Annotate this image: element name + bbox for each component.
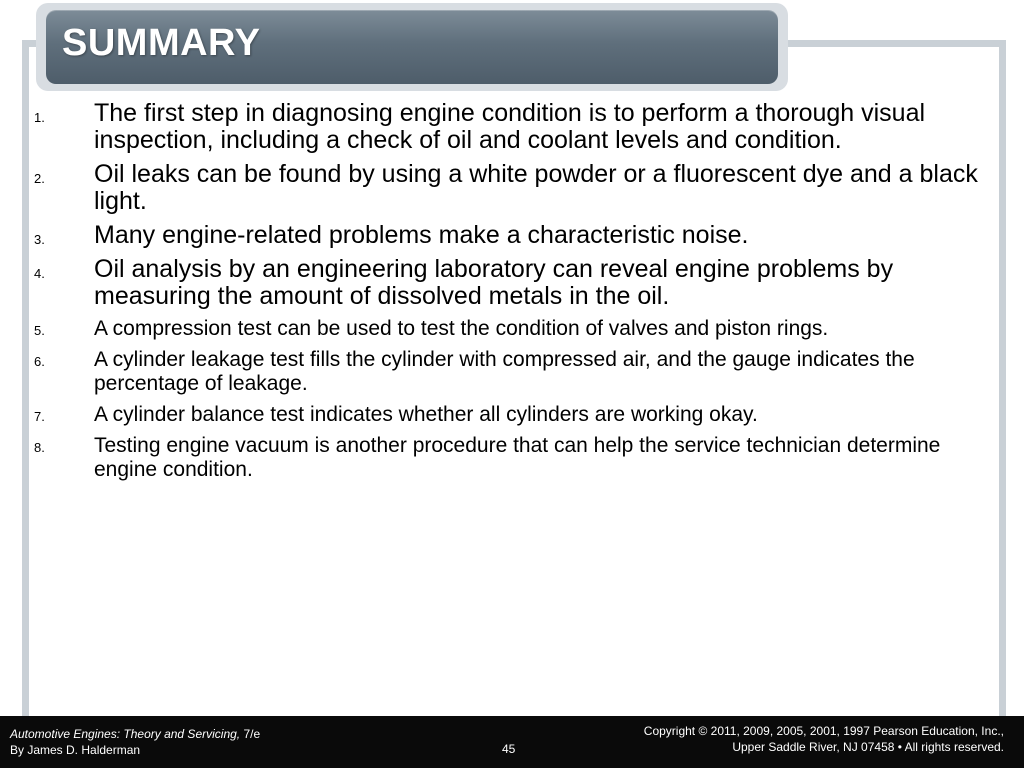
list-item [30, 256, 980, 310]
frame-left-border [22, 40, 29, 716]
list-item-text: Oil analysis by an engineering laboratory can reveal engine problems by measuring the amount of dissolved metals in the oil. [94, 255, 894, 310]
list-item-text: Oil leaks can be found by using a white powder or a fluorescent dye and a black light. [94, 160, 978, 215]
slide-title: SUMMARY [62, 22, 261, 64]
list-item-text: The first step in diagnosing engine condition is to perform a thorough visual inspection, including a check of oil and coolant levels and condition. [94, 99, 926, 154]
book-title: Automotive Engines: Theory and Servicing, [10, 727, 241, 741]
list-item-text: A compression test can be used to test the condition of valves and piston rings. [94, 317, 829, 340]
footer-bar [0, 716, 1024, 768]
frame-right-border [999, 40, 1006, 716]
footer-book-info [10, 726, 260, 758]
list-item-number: 2. [34, 171, 45, 186]
list-item-text: A cylinder balance test indicates whether all cylinders are working okay. [94, 403, 758, 426]
list-item-number: 1. [34, 110, 45, 125]
list-item-number: 5. [34, 323, 45, 338]
list-item [30, 348, 980, 396]
footer-copyright [644, 723, 1004, 755]
list-item-text: A cylinder leakage test fills the cylinder with compressed air, and the gauge indicates the percentage of leakage. [94, 348, 915, 395]
list-item-text: Many engine-related problems make a characteristic noise. [94, 221, 749, 249]
list-item-number: 6. [34, 354, 45, 369]
list-item-number: 4. [34, 266, 45, 281]
copyright-line-1: Copyright © 2011, 2009, 2005, 2001, 1997 Pearson Education, Inc., [643, 724, 1004, 738]
book-author: By James D. Halderman [10, 743, 141, 757]
copyright-line-2: Upper Saddle River, NJ 07458 • All rights reserved. [732, 740, 1004, 754]
book-edition: 7/e [240, 727, 261, 741]
list-item-number: 3. [34, 232, 45, 247]
list-item [30, 100, 980, 154]
list-item-number: 8. [34, 440, 45, 455]
list-item-text: Testing engine vacuum is another procedure that can help the service technician determine engine condition. [94, 434, 941, 481]
list-item [30, 317, 980, 341]
list-item [30, 403, 980, 427]
list-item [30, 222, 980, 249]
list-item [30, 434, 980, 482]
list-item [30, 161, 980, 215]
list-item-number: 7. [34, 409, 45, 424]
page-number: 45 [502, 742, 516, 756]
summary-list [30, 100, 980, 489]
